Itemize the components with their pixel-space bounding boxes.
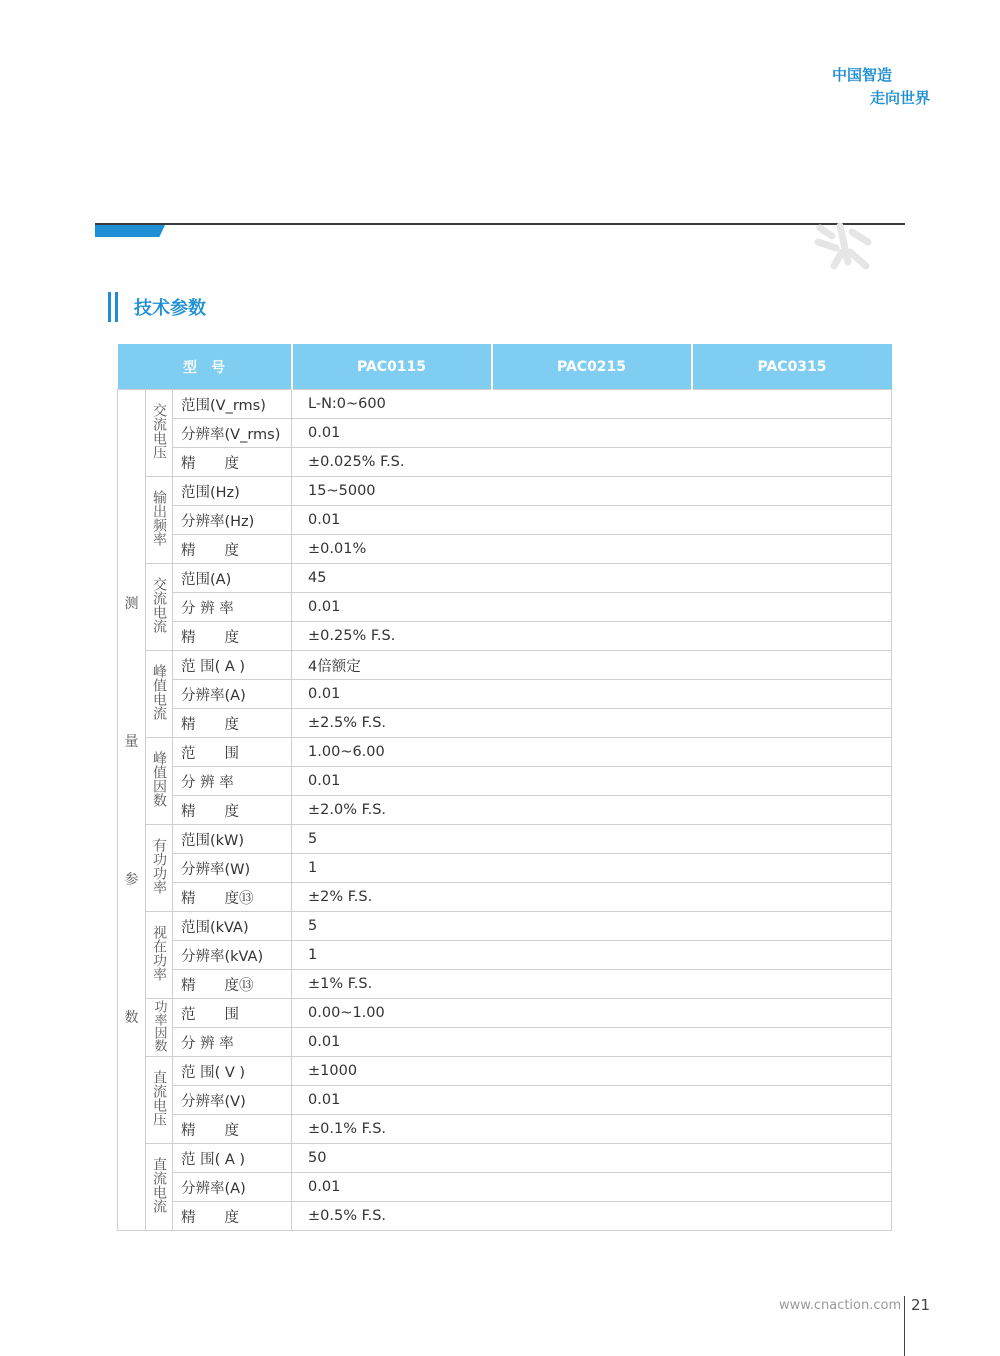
param-cell: 精 度	[173, 1115, 292, 1144]
subgroup-label	[146, 738, 173, 825]
value-cell: 0.01	[292, 767, 892, 796]
table-row	[118, 854, 892, 883]
value-cell: 4倍额定	[292, 651, 892, 680]
param-cell: 范围(A)	[173, 564, 292, 593]
subgroup-label-text: 功率因数	[151, 999, 167, 1052]
table-row	[118, 1028, 892, 1057]
param-cell: 精 度	[173, 448, 292, 477]
group-label-char: 参	[124, 872, 139, 888]
param-cell: 范 围	[173, 738, 292, 767]
value-cell: 15~5000	[292, 477, 892, 506]
group-label-char: 数	[124, 1010, 139, 1026]
value-cell: 0.01	[292, 1173, 892, 1202]
value-cell: 0.00~1.00	[292, 999, 892, 1028]
slogan-line2: 走向世界	[869, 89, 930, 107]
value-cell: 45	[292, 564, 892, 593]
value-cell: 0.01	[292, 419, 892, 448]
value-cell: ±0.25% F.S.	[292, 622, 892, 651]
header-pac0315: PAC0315	[692, 344, 892, 390]
footer-separator	[904, 1296, 905, 1356]
subgroup-label-text: 视在功率	[151, 925, 167, 981]
slogan	[832, 64, 930, 110]
table-row	[118, 796, 892, 825]
param-cell: 分辨率(A)	[173, 1173, 292, 1202]
param-cell: 范围(Hz)	[173, 477, 292, 506]
table-row	[118, 1115, 892, 1144]
subgroup-label	[146, 390, 173, 477]
table-row	[118, 970, 892, 999]
page-number: 21	[911, 1296, 931, 1314]
watermark-icon	[812, 222, 872, 272]
table-row	[118, 1086, 892, 1115]
section-title	[108, 292, 206, 322]
param-cell: 精 度⑬	[173, 883, 292, 912]
value-cell: ±0.1% F.S.	[292, 1115, 892, 1144]
param-cell: 范 围( V )	[173, 1057, 292, 1086]
table-row	[118, 535, 892, 564]
subgroup-label-text: 峰值电流	[151, 664, 167, 720]
value-cell: ±2% F.S.	[292, 883, 892, 912]
table-row	[118, 506, 892, 535]
value-cell: 5	[292, 825, 892, 854]
footer-url: www.cnaction.com	[779, 1298, 902, 1313]
table-row	[118, 593, 892, 622]
param-cell: 分 辨 率	[173, 767, 292, 796]
subgroup-label	[146, 651, 173, 738]
subgroup-label	[146, 1057, 173, 1144]
table-header-row	[118, 344, 892, 390]
top-rule	[95, 223, 905, 225]
subgroup-label	[146, 825, 173, 912]
table-row	[118, 680, 892, 709]
group-label-char: 量	[124, 734, 139, 750]
value-cell: 0.01	[292, 593, 892, 622]
title-bar-left	[108, 292, 111, 322]
param-cell: 范围(kW)	[173, 825, 292, 854]
subgroup-label-text: 交流电压	[151, 403, 167, 459]
param-cell: 精 度	[173, 709, 292, 738]
table-row	[118, 564, 892, 593]
value-cell: 0.01	[292, 1028, 892, 1057]
slogan-line1: 中国智造	[831, 66, 892, 84]
param-cell: 分 辨 率	[173, 593, 292, 622]
param-cell: 精 度	[173, 796, 292, 825]
param-cell: 精 度	[173, 1202, 292, 1231]
value-cell: 0.01	[292, 1086, 892, 1115]
param-cell: 分辨率(kVA)	[173, 941, 292, 970]
subgroup-label	[146, 477, 173, 564]
table-row	[118, 883, 892, 912]
value-cell: ±1% F.S.	[292, 970, 892, 999]
table-row	[118, 1144, 892, 1173]
table-row	[118, 448, 892, 477]
param-cell: 精 度	[173, 622, 292, 651]
table-row	[118, 1173, 892, 1202]
section-title-text: 技术参数	[134, 298, 206, 319]
param-cell: 范围(V_rms)	[173, 390, 292, 419]
top-rule-accent	[95, 225, 165, 237]
spec-table	[117, 344, 892, 1231]
header-model: 型 号	[118, 344, 292, 390]
table-row	[118, 941, 892, 970]
subgroup-label	[146, 1144, 173, 1231]
title-bar-right	[115, 292, 118, 322]
table-row	[118, 651, 892, 680]
group-label-measurement	[118, 390, 146, 1231]
param-cell: 分辨率(A)	[173, 680, 292, 709]
subgroup-label	[146, 999, 173, 1057]
table-row	[118, 1057, 892, 1086]
subgroup-label-text: 直流电流	[151, 1157, 167, 1213]
param-cell: 分辨率(V)	[173, 1086, 292, 1115]
table-row	[118, 825, 892, 854]
param-cell: 分 辨 率	[173, 1028, 292, 1057]
param-cell: 范 围( A )	[173, 1144, 292, 1173]
subgroup-label	[146, 564, 173, 651]
subgroup-label-text: 直流电压	[151, 1070, 167, 1126]
value-cell: ±2.5% F.S.	[292, 709, 892, 738]
param-cell: 分辨率(W)	[173, 854, 292, 883]
header-pac0115: PAC0115	[292, 344, 492, 390]
table-row	[118, 709, 892, 738]
value-cell: ±0.025% F.S.	[292, 448, 892, 477]
table-row	[118, 738, 892, 767]
subgroup-label-text: 交流电流	[151, 577, 167, 633]
param-cell: 范 围	[173, 999, 292, 1028]
table-row	[118, 999, 892, 1028]
value-cell: 1.00~6.00	[292, 738, 892, 767]
value-cell: 1	[292, 854, 892, 883]
value-cell: L-N:0~600	[292, 390, 892, 419]
param-cell: 分辨率(Hz)	[173, 506, 292, 535]
value-cell: ±0.01%	[292, 535, 892, 564]
table-row	[118, 912, 892, 941]
table-row	[118, 1202, 892, 1231]
value-cell: ±0.5% F.S.	[292, 1202, 892, 1231]
value-cell: 5	[292, 912, 892, 941]
subgroup-label-text: 有功功率	[151, 838, 167, 894]
table-row	[118, 390, 892, 419]
table-row	[118, 419, 892, 448]
param-cell: 精 度	[173, 535, 292, 564]
value-cell: ±1000	[292, 1057, 892, 1086]
param-cell: 精 度⑬	[173, 970, 292, 999]
value-cell: 0.01	[292, 680, 892, 709]
subgroup-label-text: 输出频率	[151, 490, 167, 546]
subgroup-label	[146, 912, 173, 999]
param-cell: 范 围( A )	[173, 651, 292, 680]
header-pac0215: PAC0215	[492, 344, 692, 390]
value-cell: 1	[292, 941, 892, 970]
subgroup-label-text: 峰值因数	[151, 751, 167, 807]
value-cell: 50	[292, 1144, 892, 1173]
param-cell: 分辨率(V_rms)	[173, 419, 292, 448]
value-cell: ±2.0% F.S.	[292, 796, 892, 825]
group-label-char: 测	[124, 596, 139, 612]
param-cell: 范围(kVA)	[173, 912, 292, 941]
value-cell: 0.01	[292, 506, 892, 535]
table-row	[118, 477, 892, 506]
table-row	[118, 767, 892, 796]
table-row	[118, 622, 892, 651]
